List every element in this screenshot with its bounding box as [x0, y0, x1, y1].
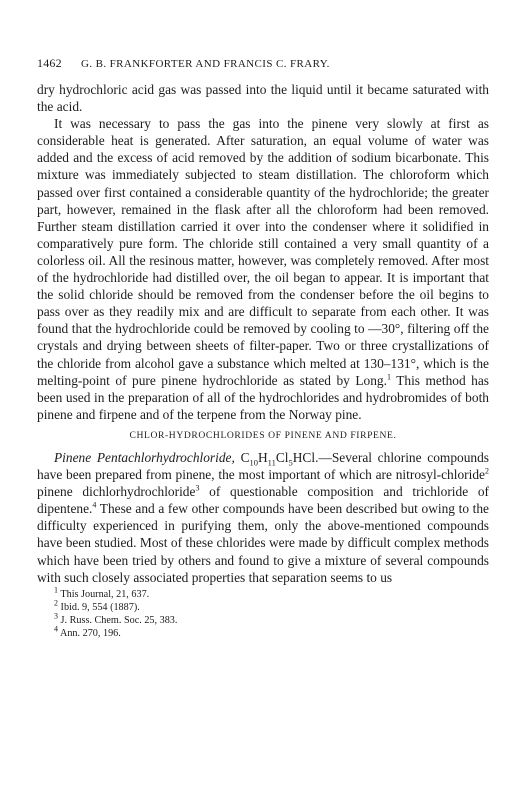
running-title: G. B. FRANKFORTER AND FRANCIS C. FRARY. — [80, 58, 330, 70]
footnote-text: This Journal, 21, 637. — [60, 588, 150, 600]
paragraph-pentachlorhydrochloride — [37, 449, 489, 586]
footnote-ref-3[interactable]: 3 — [195, 483, 200, 493]
footnote-text: Ibid. 9, 554 (1887). — [60, 601, 140, 613]
formula-subscript: 11 — [267, 457, 276, 468]
footnotes — [37, 585, 489, 640]
footnote-text: Ann. 270, 196. — [59, 627, 121, 639]
footnote — [54, 624, 489, 640]
paragraph-text: This method has been used in the preparation of all of the hydrochlorides and hydrobromides of both pinene and firpene and of the terpene from the Norway pine. — [37, 372, 489, 422]
formula-part: HCl. — [292, 449, 319, 465]
paragraph-text: —Several chlorine compounds have been prepared from pinene, the most important of which are nitrosyl-chloride — [37, 449, 490, 483]
footnote — [54, 611, 489, 627]
footnote-text: J. Russ. Chem. Soc. 25, 383. — [60, 614, 178, 626]
footnote-ref-2[interactable]: 2 — [485, 466, 489, 476]
footnote-mark: 2 — [54, 598, 58, 608]
paragraph-continued — [37, 81, 489, 115]
formula-part: H — [258, 449, 268, 465]
section-heading-text: CHLOR-HYDROCHLORIDES OF PINENE AND FIRPENE. — [129, 429, 397, 441]
footnote — [54, 585, 489, 601]
compound-title: Pinene Pentachlorhydrochloride, — [54, 449, 235, 465]
paragraph-text: dry hydrochloric acid gas was passed into the liquid until it became saturated with the acid. — [37, 82, 489, 115]
footnote-mark: 4 — [54, 624, 58, 634]
paragraph-method — [37, 115, 489, 423]
running-header — [37, 56, 497, 71]
page-number: 1462 — [37, 56, 62, 70]
footnote-mark: 3 — [54, 611, 58, 621]
paragraph-text: These and a few other compounds have been described but owing to the difficulty experienced in purifying them, only the above-mentioned compounds have been studied. Most of these chlorides were made by difficult complex methods which have been tried by others and found to give a mixture of several compounds with such closely associated properties that separation seems to us — [37, 501, 489, 585]
footnote — [54, 598, 489, 614]
formula-part: Cl — [275, 449, 289, 465]
formula-subscript: 5 — [288, 457, 293, 468]
paragraph-text: It was necessary to pass the gas into the pinene very slowly at first as considerable heat is generated. After saturation, an equal volume of water was added and the excess of acid removed by the addition of sodium bicarbonate. This mixture was immediately subjected to steam distillation. The chloroform which passed over first contained a considerable quantity of the hydrochloride; the greater part, however, remained in the flask after all the chloroform had been removed. Further steam distillation carried it over into the condenser where it solidified in comparatively pure form. The chloride still contained a very small quantity of a colorless oil. All the resinous matter, however, was completely removed. After most of the hydrochloride had distilled over, the oil began to appear. It is important that the solid chloride should be removed from the condenser before the oil begins to pass over as they readily mix and are difficult to separate from each other. It was found that the hydrochloride could be removed by cooling to —30°, filtering off the crystals and drying between sheets of filter-paper. Two or three crystallizations of the chloride from alcohol gave a substance which melted at 130–131°, which is the melting-point of pure pinene hydrochloride as stated by Long. — [37, 116, 489, 388]
footnote-mark: 1 — [54, 585, 58, 595]
formula-subscript: 10 — [249, 457, 258, 468]
formula-part: C — [234, 449, 250, 465]
footnote-ref-4[interactable]: 4 — [92, 500, 97, 510]
paragraph-text: of questionable composition and trichloride of dipentene. — [37, 484, 489, 517]
body-text — [37, 81, 489, 640]
section-heading — [37, 427, 489, 444]
footnote-ref-1[interactable]: 1 — [386, 372, 391, 382]
paragraph-text: pinene dichlorhydrochloride — [37, 484, 196, 500]
